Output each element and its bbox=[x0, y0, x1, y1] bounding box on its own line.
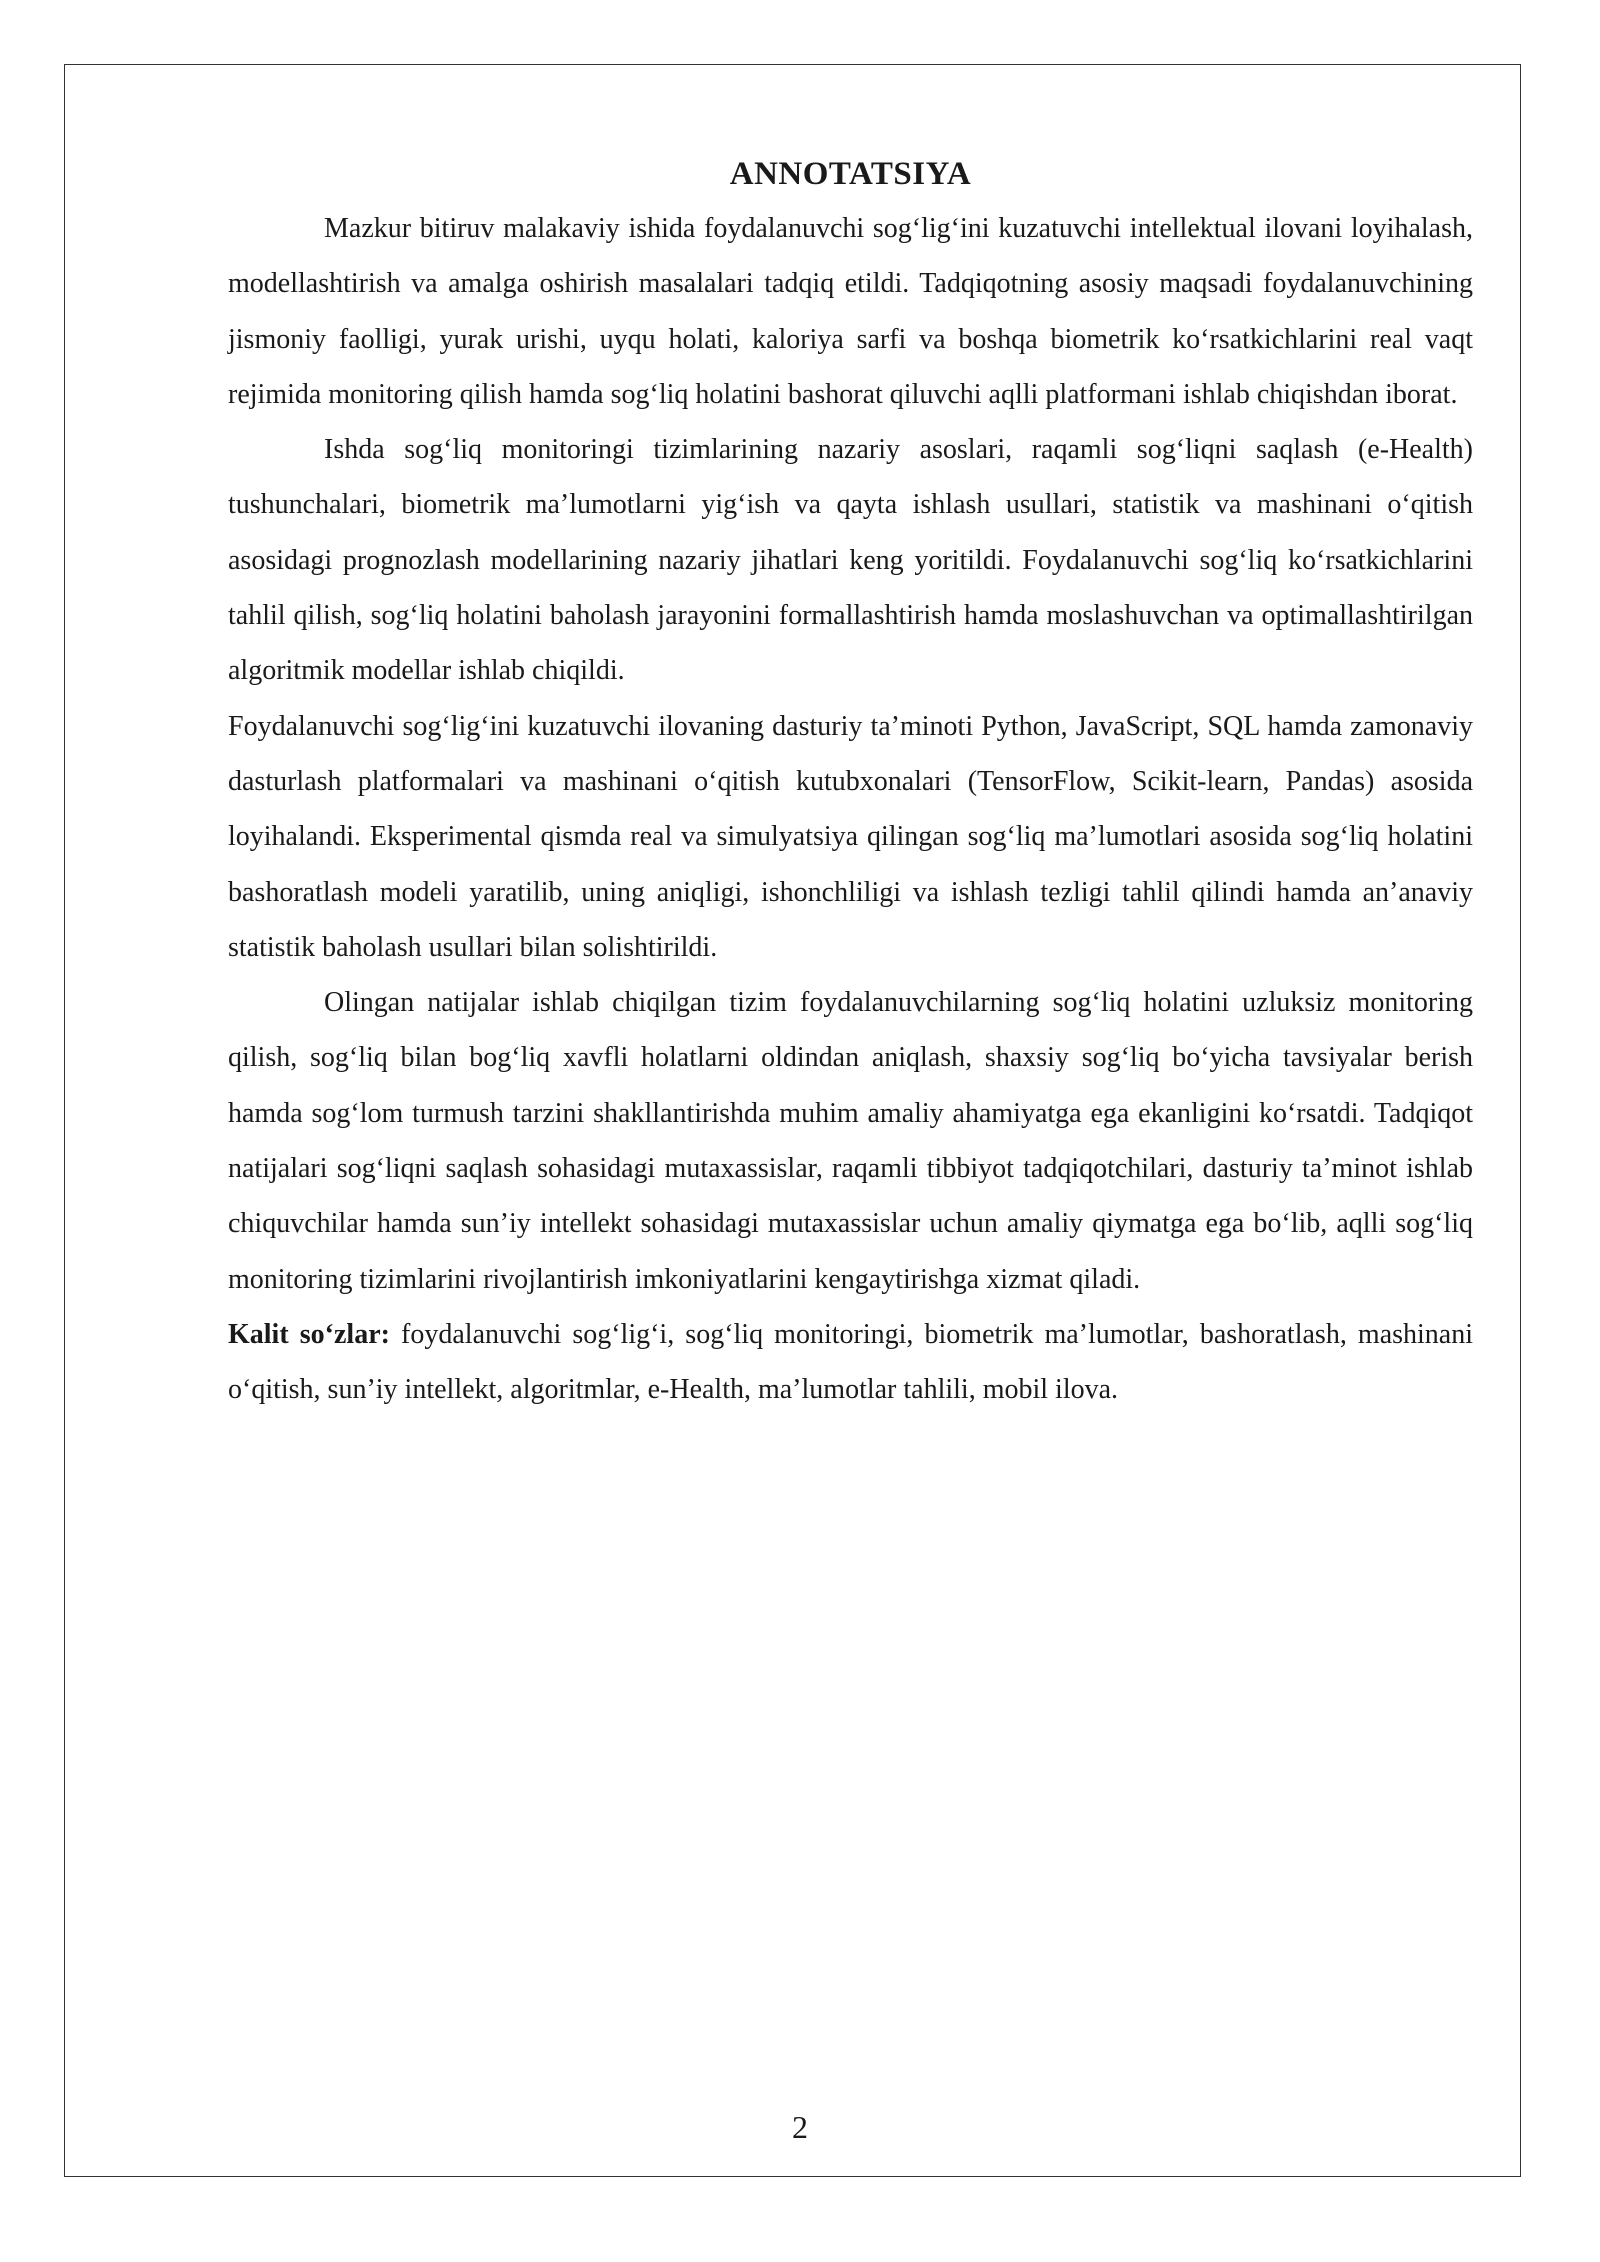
keywords-text: foydalanuvchi sog‘lig‘i, sog‘liq monitoringi, biometrik ma’lumotlar, bashoratlash, mashinani o‘qitish, sun’iy intellekt, algoritmlar, e-Health, ma’lumotlar tahlili, mobil ilova. bbox=[228, 1318, 1474, 1406]
paragraph-2: Ishda sog‘liq monitoringi tizimlarining nazariy asoslari, raqamli sog‘liqni saqlash (e-Health) tushunchalari, biometrik ma’lumotlarni yig‘ish va qayta ishlash usullari, statistik va mashinani o‘qitish asosidagi prognozlash modellarining nazariy jihatlari keng yoritildi. Foydalanuvchi sog‘liq ko‘rsatkichlarini tahlil qilish, sog‘liq holatini baholash jarayonini formallashtirish hamda moslashuvchan va optimallashtirilgan algoritmik modellar ishlab chiqildi. bbox=[228, 434, 1473, 687]
document-title: ANNOTATSIYA bbox=[729, 156, 972, 192]
keywords-paragraph bbox=[228, 1307, 1473, 1418]
keywords-label: Kalit so‘zlar: bbox=[228, 1318, 390, 1350]
paragraph-4: Olingan natijalar ishlab chiqilgan tizim foydalanuvchilarning sog‘liq holatini uzluksiz monitoring qilish, sog‘liq bilan bog‘liq xavfli holatlarni oldindan aniqlash, shaxsiy sog‘liq bo‘yicha tavsiyalar berish hamda sog‘lom turmush tarzini shakllantirishda muhim amaliy ahamiyatga ega ekanligini ko‘rsatdi. Tadqiqot natijalari sog‘liqni saqlash sohasidagi mutaxassislar, raqamli tibbiyot tadqiqotchilari, dasturiy ta’minot ishlab chiquvchilar hamda sun’iy intellekt sohasidagi mutaxassislar uchun amaliy qiymatga ega bo‘lib, aqlli sog‘liq monitoring tizimlarini rivojlantirish imkoniyatlarini kengaytirishga xizmat qiladi. bbox=[228, 987, 1473, 1295]
page-number: 2 bbox=[792, 2109, 808, 2145]
paragraph-1: Mazkur bitiruv malakaviy ishida foydalanuvchi sog‘lig‘ini kuzatuvchi intellektual ilovani loyihalash, modellashtirish va amalga oshirish masalalari tadqiq etildi. Tadqiqotning asosiy maqsadi foydalanuvchining jismoniy faolligi, yurak urishi, uyqu holati, kaloriya sarfi va boshqa biometrik ko‘rsatkichlarini real vaqt rejimida monitoring qilish hamda sog‘liq holatini bashorat qiluvchi aqlli platformani ishlab chiqishdan iborat. bbox=[228, 213, 1473, 410]
annotation-content bbox=[228, 146, 1473, 1418]
paragraph-3: Foydalanuvchi sog‘lig‘ini kuzatuvchi ilovaning dasturiy ta’minoti Python, JavaScript, SQL hamda zamonaviy dasturlash platformalari va mashinani o‘qitish kutubxonalari (TensorFlow, Scikit-learn, Pandas) asosida loyihalandi. Eksperimental qismda real va simulyatsiya qilingan sog‘liq ma’lumotlari asosida sog‘liq holatini bashoratlash modeli yaratilib, uning aniqligi, ishonchliligi va ishlash tezligi tahlil qilindi hamda an’anaviy statistik baholash usullari bilan solishtirildi. bbox=[228, 710, 1473, 963]
